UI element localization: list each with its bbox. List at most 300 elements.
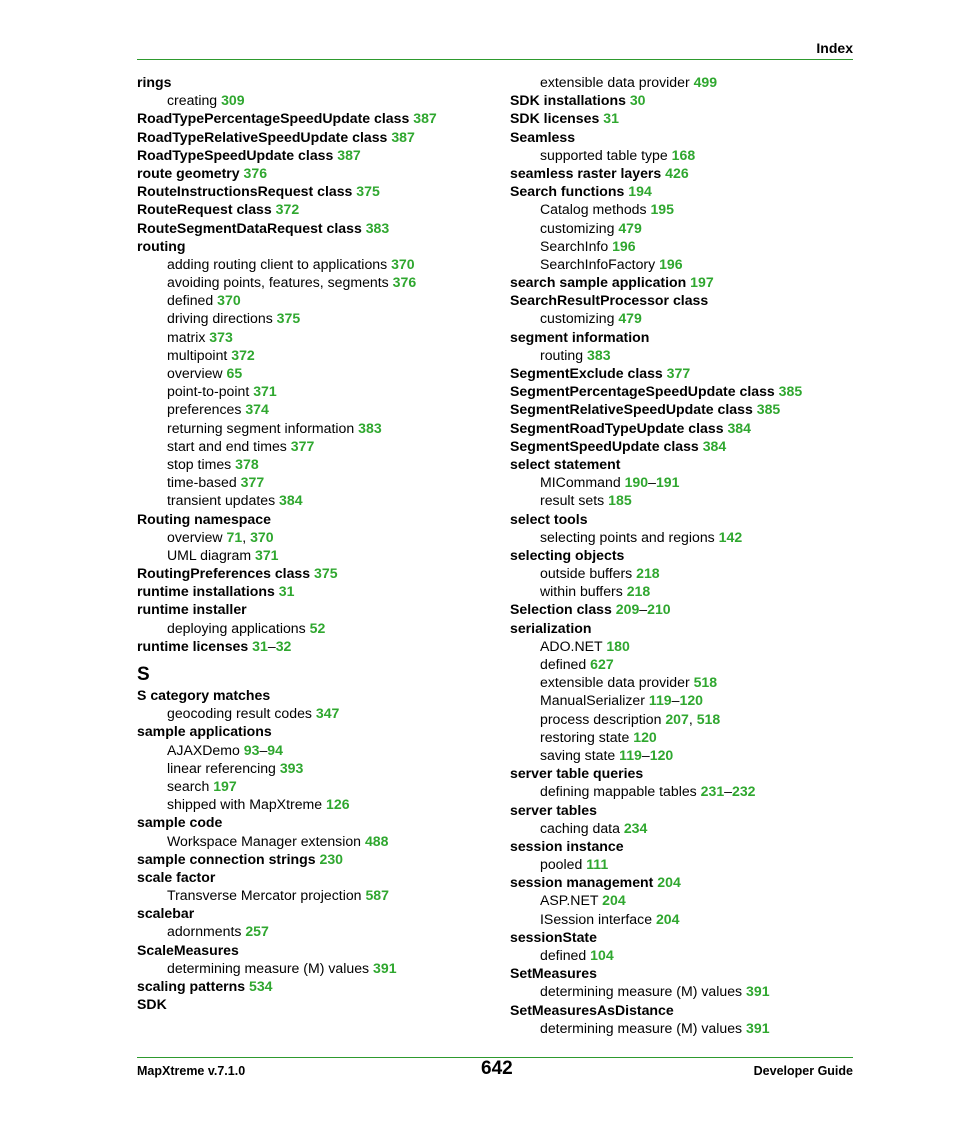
index-entry xyxy=(510,928,855,946)
page-reference-link[interactable]: 71 xyxy=(226,528,243,545)
page-reference-link[interactable]: 257 xyxy=(245,923,269,940)
index-subentry xyxy=(510,655,855,673)
page-reference-link[interactable]: 391 xyxy=(746,1019,770,1036)
index-entry xyxy=(137,164,497,182)
index-term: process description xyxy=(540,710,666,727)
page-range-separator: – xyxy=(639,601,648,618)
index-subentry xyxy=(510,728,855,746)
page-reference-link[interactable]: 488 xyxy=(364,832,389,849)
page-reference-link[interactable]: 371 xyxy=(254,546,279,563)
page-reference-link[interactable]: 499 xyxy=(693,74,718,90)
index-term: adding routing client to applications xyxy=(167,255,392,272)
page-reference-link[interactable]: 142 xyxy=(718,528,743,545)
index-subentry xyxy=(510,1019,855,1037)
index-term: saving state xyxy=(540,746,620,763)
index-term: Routing namespace xyxy=(137,510,271,527)
page-reference-link[interactable]: 120 xyxy=(649,746,674,763)
page-reference-link[interactable]: 204 xyxy=(602,892,626,909)
index-subentry xyxy=(137,832,497,850)
index-entry xyxy=(137,686,497,704)
page-reference-link[interactable]: 197 xyxy=(213,777,237,794)
index-entry xyxy=(137,637,497,655)
page-range-separator: – xyxy=(648,474,656,491)
page-reference-link[interactable]: 384 xyxy=(279,492,303,509)
index-entry xyxy=(137,977,497,995)
page-reference-link[interactable]: 119 xyxy=(619,746,642,763)
page-reference-link[interactable]: 32 xyxy=(275,637,292,654)
index-term: time-based xyxy=(167,474,241,491)
page-reference-link[interactable]: 194 xyxy=(628,183,652,200)
index-term: supported table type xyxy=(540,146,672,163)
page-range-separator: – xyxy=(641,746,650,763)
page-reference-link[interactable]: 385 xyxy=(756,401,781,418)
index-term: Catalog methods xyxy=(540,201,651,218)
index-term: rings xyxy=(137,74,172,90)
index-entry xyxy=(137,941,497,959)
page-reference-link[interactable]: 52 xyxy=(309,619,326,636)
index-term: RouteSegmentDataRequest class xyxy=(137,219,366,236)
index-term: defined xyxy=(540,947,591,963)
index-entry xyxy=(137,510,497,528)
index-term: preferences xyxy=(167,401,246,418)
index-term: SegmentExclude class xyxy=(510,365,667,381)
index-subentry xyxy=(510,473,855,491)
index-subentry xyxy=(510,237,855,255)
index-term: result sets xyxy=(540,492,609,509)
index-term: defined xyxy=(167,292,218,309)
index-term: Transverse Mercator projection xyxy=(167,887,366,904)
index-term: shipped with MapXtreme xyxy=(167,796,327,813)
index-subentry xyxy=(137,759,497,777)
page-reference-link[interactable]: 372 xyxy=(275,201,300,218)
index-entry xyxy=(510,182,855,200)
index-subentry xyxy=(137,546,497,564)
index-entry xyxy=(510,764,855,782)
page-reference-link[interactable]: 120 xyxy=(633,728,657,745)
index-term: runtime installer xyxy=(137,601,247,618)
index-term: pooled xyxy=(540,856,587,873)
index-entry xyxy=(510,964,855,982)
index-term: SetMeasuresAsDistance xyxy=(510,1001,674,1018)
index-subentry xyxy=(510,582,855,600)
section-letter: S xyxy=(137,664,150,685)
index-entry xyxy=(510,400,855,418)
index-term: ASP.NET xyxy=(540,892,603,909)
index-term: SegmentRoadTypeUpdate class xyxy=(510,419,728,436)
index-term: SetMeasures xyxy=(510,965,597,982)
index-entry xyxy=(510,546,855,564)
index-entry xyxy=(137,868,497,886)
index-term: restoring state xyxy=(540,728,634,745)
page-reference-link[interactable]: 218 xyxy=(626,583,651,600)
page-reference-link[interactable]: 234 xyxy=(623,819,648,836)
index-entry xyxy=(137,850,497,868)
index-term: routing xyxy=(540,346,588,363)
page-reference-link[interactable]: 587 xyxy=(365,887,389,904)
index-term: ISession interface xyxy=(540,910,656,927)
page-reference-link[interactable]: 30 xyxy=(629,92,646,109)
index-subentry xyxy=(137,91,497,109)
index-subentry xyxy=(137,328,497,346)
index-term: search sample application xyxy=(510,274,691,291)
page-reference-link[interactable]: 377 xyxy=(240,474,265,491)
index-entry xyxy=(510,91,855,109)
index-subentry xyxy=(137,400,497,418)
header-rule xyxy=(137,59,853,60)
index-term: scalebar xyxy=(137,905,195,922)
index-subentry xyxy=(510,691,855,709)
index-term: start and end times xyxy=(167,437,291,454)
index-subentry xyxy=(510,309,855,327)
index-term: SDK installations xyxy=(510,92,630,109)
page-reference-link[interactable]: 196 xyxy=(659,255,683,272)
index-entry xyxy=(137,722,497,740)
index-term: SegmentSpeedUpdate class xyxy=(510,437,703,454)
index-entry xyxy=(510,419,855,437)
index-term: linear referencing xyxy=(167,759,280,776)
page-reference-link[interactable]: 383 xyxy=(587,346,611,363)
page-reference-link[interactable]: 479 xyxy=(618,219,642,236)
index-entry xyxy=(510,437,855,455)
page-reference-link[interactable]: 31 xyxy=(252,637,268,654)
index-term: determining measure (M) values xyxy=(540,983,747,1000)
index-entry xyxy=(137,219,497,237)
index-entry xyxy=(137,600,497,618)
index-term: scaling patterns xyxy=(137,978,249,994)
index-term: runtime licenses xyxy=(137,637,253,654)
page-reference-link[interactable]: 426 xyxy=(665,164,689,181)
page-reference-link[interactable]: 204 xyxy=(657,874,681,891)
index-term: RouteInstructionsRequest class xyxy=(137,183,357,200)
footer-guide-title: Developer Guide xyxy=(753,1064,853,1078)
page-reference-link[interactable]: 370 xyxy=(217,292,241,309)
index-term: selecting points and regions xyxy=(540,528,719,545)
index-column-right xyxy=(510,73,855,1037)
page-reference-link[interactable]: 218 xyxy=(636,565,660,582)
page-range-separator: – xyxy=(724,783,732,800)
index-term: determining measure (M) values xyxy=(540,1019,747,1036)
index-term: sample applications xyxy=(137,723,272,740)
index-term: RoadTypePercentageSpeedUpdate class xyxy=(137,110,414,127)
index-term: Search functions xyxy=(510,183,629,200)
index-entry xyxy=(510,837,855,855)
index-subentry xyxy=(510,255,855,273)
index-subentry xyxy=(510,200,855,218)
index-term: seamless raster layers xyxy=(510,164,666,181)
index-subentry xyxy=(137,309,497,327)
index-term: deploying applications xyxy=(167,619,310,636)
index-subentry xyxy=(510,746,855,764)
index-term: session management xyxy=(510,874,658,891)
index-term: RoadTypeRelativeSpeedUpdate class xyxy=(137,128,392,145)
index-subentry xyxy=(510,528,855,546)
index-term: select tools xyxy=(510,510,588,527)
index-subentry xyxy=(510,346,855,364)
index-term: ADO.NET xyxy=(540,637,607,654)
index-term: avoiding points, features, segments xyxy=(167,274,393,291)
index-term: sample code xyxy=(137,814,223,831)
index-term: determining measure (M) values xyxy=(167,959,374,976)
page-reference-link[interactable]: 384 xyxy=(702,437,727,454)
index-term: server tables xyxy=(510,801,597,818)
index-term: select statement xyxy=(510,455,621,472)
page-reference-link[interactable]: 195 xyxy=(650,201,674,218)
index-term: MICommand xyxy=(540,474,625,491)
page-reference-link[interactable]: 518 xyxy=(696,710,721,727)
index-term: scale factor xyxy=(137,868,216,885)
index-subentry xyxy=(510,946,855,964)
header-title: Index xyxy=(816,40,853,56)
index-entry xyxy=(137,109,497,127)
index-entry xyxy=(137,182,497,200)
index-term: Selection class xyxy=(510,601,616,618)
index-subentry xyxy=(137,886,497,904)
page-reference-link[interactable]: 119 xyxy=(648,692,672,709)
index-term: defining mappable tables xyxy=(540,783,701,800)
page-reference-link[interactable]: 387 xyxy=(391,128,415,145)
index-term: customizing xyxy=(540,310,619,327)
page-number: 642 xyxy=(481,1058,513,1079)
page-reference-link[interactable]: 479 xyxy=(618,310,642,327)
index-subentry xyxy=(510,146,855,164)
page-reference-link[interactable]: 378 xyxy=(235,455,259,472)
index-term: customizing xyxy=(540,219,619,236)
page-reference-link[interactable]: 232 xyxy=(732,783,756,800)
index-term: geocoding result codes xyxy=(167,705,316,722)
page-reference-link[interactable]: 375 xyxy=(276,310,301,327)
index-entry xyxy=(137,200,497,218)
page-reference-link[interactable]: 383 xyxy=(365,219,390,236)
index-entry xyxy=(510,600,855,618)
index-subentry xyxy=(510,564,855,582)
page-reference-link[interactable]: 191 xyxy=(655,474,680,491)
page-reference-link[interactable]: 93 xyxy=(243,741,260,758)
index-entry xyxy=(510,128,855,146)
index-entry xyxy=(510,455,855,473)
page-reference-link[interactable]: 168 xyxy=(671,146,696,163)
index-subentry xyxy=(137,959,497,977)
page-reference-link[interactable]: 126 xyxy=(326,796,350,813)
page-reference-link[interactable]: 210 xyxy=(647,601,671,618)
index-term: RouteRequest class xyxy=(137,201,276,218)
index-subentry xyxy=(510,491,855,509)
index-subentry xyxy=(137,273,497,291)
index-subentry xyxy=(137,491,497,509)
page-reference-link[interactable]: 376 xyxy=(392,274,417,291)
page-range-separator: – xyxy=(259,741,268,758)
index-term: ScaleMeasures xyxy=(137,941,239,958)
index-subentry xyxy=(510,219,855,237)
index-term: sessionState xyxy=(510,928,597,945)
index-subentry xyxy=(137,473,497,491)
page-reference-link[interactable]: 94 xyxy=(267,741,283,758)
page-reference-link[interactable]: 391 xyxy=(373,959,397,976)
index-entry xyxy=(137,73,497,91)
index-entry xyxy=(137,582,497,600)
page-reference-link[interactable]: 383 xyxy=(358,419,382,436)
index-subentry xyxy=(137,741,497,759)
page-reference-link[interactable]: 518 xyxy=(693,674,718,691)
index-term: extensible data provider xyxy=(540,74,694,90)
index-term: selecting objects xyxy=(510,546,625,563)
page-reference-link[interactable]: 230 xyxy=(319,850,343,867)
index-entry xyxy=(137,146,497,164)
index-term: stop times xyxy=(167,455,236,472)
index-term: routing xyxy=(137,237,186,254)
index-column-left xyxy=(137,73,497,1013)
page-reference-link[interactable]: 387 xyxy=(337,146,361,163)
index-subentry xyxy=(510,819,855,837)
page-reference-link[interactable]: 185 xyxy=(608,492,632,509)
index-entry xyxy=(510,328,855,346)
page-reference-link[interactable]: 373 xyxy=(209,328,233,345)
page-reference-link[interactable]: 209 xyxy=(615,601,640,618)
index-subentry xyxy=(510,710,855,728)
index-subentry xyxy=(510,673,855,691)
index-term: SearchResultProcessor class xyxy=(510,292,709,309)
index-term: returning segment information xyxy=(167,419,359,436)
index-subentry xyxy=(137,346,497,364)
index-subentry xyxy=(137,795,497,813)
index-entry xyxy=(510,801,855,819)
page-reference-link[interactable]: 534 xyxy=(249,978,273,994)
page-reference-link[interactable]: 104 xyxy=(590,947,614,963)
index-term: S category matches xyxy=(137,687,271,703)
index-term: point-to-point xyxy=(167,383,254,400)
page-range-separator: , xyxy=(242,528,251,545)
index-subentry xyxy=(137,619,497,637)
index-term: RoutingPreferences class xyxy=(137,565,315,582)
index-term: SDK xyxy=(137,996,167,1013)
index-subentry xyxy=(510,73,855,91)
page-reference-link[interactable]: 377 xyxy=(666,365,691,381)
index-term: search xyxy=(167,777,214,794)
index-term: transient updates xyxy=(167,492,280,509)
index-subentry xyxy=(510,782,855,800)
page-reference-link[interactable]: 371 xyxy=(253,383,277,400)
index-entry xyxy=(510,619,855,637)
page-reference-link[interactable]: 197 xyxy=(690,274,714,291)
index-subentry xyxy=(137,382,497,400)
page-reference-link[interactable]: 627 xyxy=(590,656,614,672)
index-subentry xyxy=(510,855,855,873)
index-entry xyxy=(137,128,497,146)
page-range-separator: – xyxy=(267,637,276,654)
index-term: adornments xyxy=(167,923,246,940)
page-reference-link[interactable]: 385 xyxy=(778,383,803,400)
index-subentry xyxy=(137,437,497,455)
index-term: caching data xyxy=(540,819,624,836)
index-term: SegmentRelativeSpeedUpdate class xyxy=(510,401,757,418)
index-subentry xyxy=(137,922,497,940)
index-subentry xyxy=(137,777,497,795)
index-entry xyxy=(137,995,497,1013)
index-term: session instance xyxy=(510,837,624,854)
index-subentry xyxy=(137,291,497,309)
index-subentry xyxy=(137,704,497,722)
index-term: driving directions xyxy=(167,310,277,327)
index-subentry xyxy=(137,364,497,382)
page-reference-link[interactable]: 120 xyxy=(679,692,703,709)
index-entry xyxy=(510,291,855,309)
index-subentry xyxy=(510,637,855,655)
page-reference-link[interactable]: 384 xyxy=(727,419,751,436)
page-reference-link[interactable]: 393 xyxy=(279,759,304,776)
index-term: AJAXDemo xyxy=(167,741,244,758)
index-term: SegmentPercentageSpeedUpdate class xyxy=(510,383,779,400)
index-term: outside buffers xyxy=(540,565,637,582)
index-entry xyxy=(510,873,855,891)
index-entry xyxy=(510,109,855,127)
page-reference-link[interactable]: 391 xyxy=(746,983,770,1000)
index-entry xyxy=(510,364,855,382)
index-subentry xyxy=(137,419,497,437)
page-reference-link[interactable]: 347 xyxy=(315,705,340,722)
index-term: overview xyxy=(167,528,227,545)
page-reference-link[interactable]: 65 xyxy=(226,365,243,381)
page-reference-link[interactable]: 204 xyxy=(655,910,680,927)
index-entry xyxy=(137,237,497,255)
index-subentry xyxy=(510,891,855,909)
index-term: matrix xyxy=(167,328,210,345)
page-reference-link[interactable]: 196 xyxy=(612,237,636,254)
index-term: overview xyxy=(167,365,227,381)
page-reference-link[interactable]: 309 xyxy=(221,92,245,109)
index-term: multipoint xyxy=(167,346,232,363)
page-reference-link[interactable]: 370 xyxy=(250,528,274,545)
index-subentry xyxy=(510,982,855,1000)
index-entry xyxy=(510,382,855,400)
page-reference-link[interactable]: 31 xyxy=(603,110,619,127)
page-reference-link[interactable]: 31 xyxy=(278,583,295,600)
index-term: runtime installations xyxy=(137,583,279,600)
page-range-separator: , xyxy=(688,710,697,727)
page-reference-link[interactable]: 375 xyxy=(314,565,338,582)
index-entry xyxy=(137,564,497,582)
index-term: RoadTypeSpeedUpdate class xyxy=(137,146,338,163)
page-reference-link[interactable]: 370 xyxy=(391,255,415,272)
index-term: Seamless xyxy=(510,128,576,145)
index-term: creating xyxy=(167,92,222,109)
index-subentry xyxy=(137,255,497,273)
index-term: extensible data provider xyxy=(540,674,694,691)
page-reference-link[interactable]: 111 xyxy=(586,856,609,873)
index-term: defined xyxy=(540,656,591,672)
index-term: serialization xyxy=(510,619,592,636)
index-term: ManualSerializer xyxy=(540,692,649,709)
index-term: SearchInfo xyxy=(540,237,613,254)
page-reference-link[interactable]: 377 xyxy=(290,437,315,454)
page-reference-link[interactable]: 375 xyxy=(356,183,380,200)
page-reference-link[interactable]: 374 xyxy=(245,401,269,418)
index-entry xyxy=(510,164,855,182)
page-reference-link[interactable]: 180 xyxy=(606,637,630,654)
index-subentry xyxy=(137,528,497,546)
page-reference-link[interactable]: 372 xyxy=(231,346,255,363)
index-entry xyxy=(137,813,497,831)
page-reference-link[interactable]: 231 xyxy=(700,783,725,800)
index-term: segment information xyxy=(510,328,650,345)
page-reference-link[interactable]: 387 xyxy=(413,110,437,127)
index-entry xyxy=(510,510,855,528)
footer-product: MapXtreme v.7.1.0 xyxy=(137,1064,246,1078)
index-term: within buffers xyxy=(540,583,627,600)
page-range-separator: – xyxy=(671,692,680,709)
page-reference-link[interactable]: 376 xyxy=(243,164,268,181)
page-reference-link[interactable]: 190 xyxy=(624,474,649,491)
page-reference-link[interactable]: 207 xyxy=(665,710,689,727)
index-term: SDK licenses xyxy=(510,110,604,127)
